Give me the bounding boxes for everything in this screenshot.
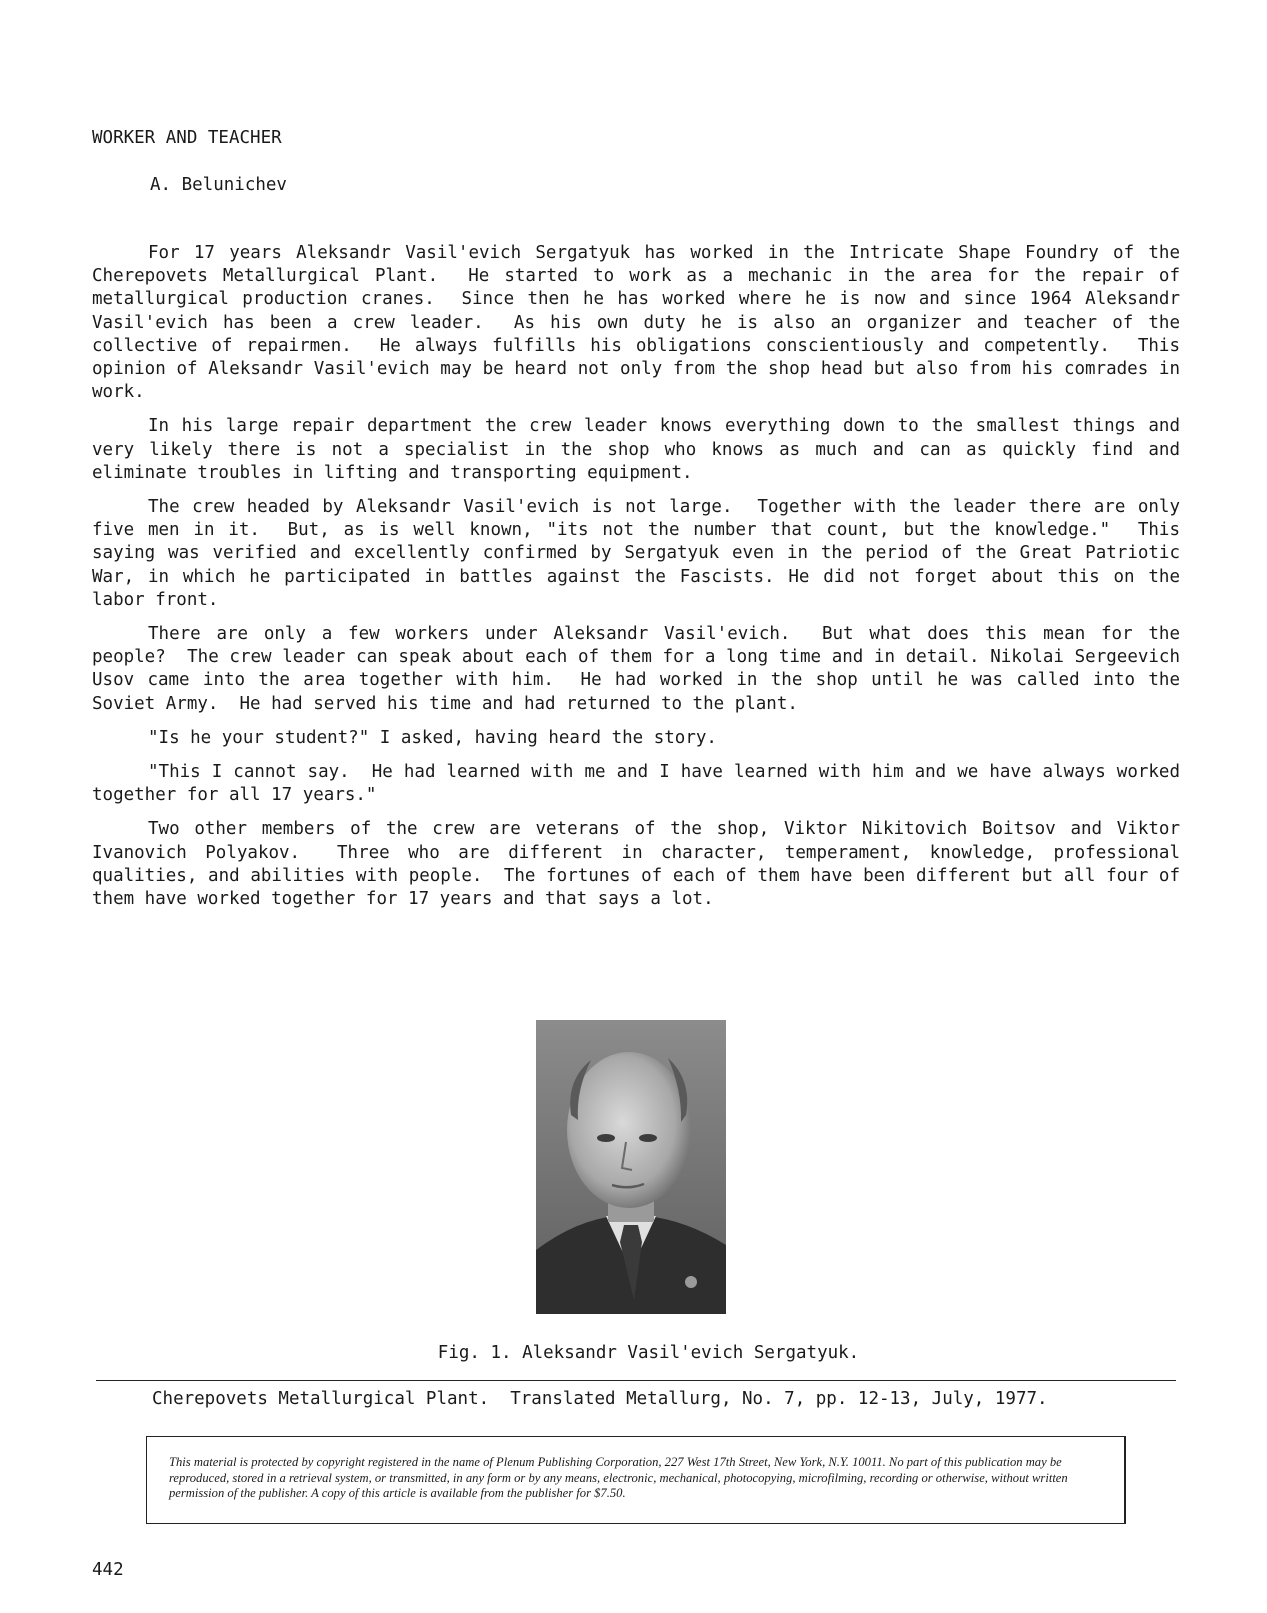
article-title: WORKER AND TEACHER [92, 128, 282, 148]
paragraph: There are only a few workers under Aleksandr Vasil'evich. But what does this mean for the people? The crew leader can speak about each of them for a long time and in detail. Nikolai Sergeevich Usov came into the area together with him. He had worked in the shop until he was called into the Soviet Army. He had served his time and had returned to the plant. [92, 624, 1191, 714]
paragraph: In his large repair department the crew leader knows everything down to the smallest things and very likely there is not a specialist in the shop who knows as much and can as quickly find and eliminate troubles in lifting and transporting equipment. [92, 416, 1191, 483]
paragraph: "Is he your student?" I asked, having heard the story. [148, 727, 717, 748]
page-number: 442 [92, 1560, 124, 1580]
paragraph: For 17 years Aleksandr Vasil'evich Sergatyuk has worked in the Intricate Shape Foundry of the Cherepovets Metallurgical Plant. He started to work as a mechanic in the area for the repair of metallurgical production cranes. Since then he has worked where he is now and since 1964 Aleksandr Vasil'evich has been a crew leader. As his own duty he is also an organizer and teacher of the collective of repairmen. He always fulfills his obligations conscientiously and competently. This opinion of Aleksandr Vasil'evich may be heard not only from the shop head but also from his comrades in work. [92, 243, 1191, 403]
copyright-text: This material is protected by copyright registered in the name of Plenum Publishing Corporation, 227 West 17th Street, New York, N.Y. 10011. No part of this publication may be reproduced, stored in a retrieval system, or transmitted, in any form or by any means, electronic, mechanical, photocopying, microfilming, recording or otherwise, without written permission of the publisher. A copy of this article is available from the publisher for $7.50. [169, 1455, 1068, 1500]
footnote-divider [96, 1380, 1176, 1381]
copyright-notice [146, 1436, 1126, 1524]
figure-caption: Fig. 1. Aleksandr Vasil'evich Sergatyuk. [437, 1343, 860, 1363]
portrait-photo [536, 1020, 726, 1314]
paragraph: The crew headed by Aleksandr Vasil'evich is not large. Together with the leader there are only five men in it. But, as is well known, "its not the number that count, but the knowledge." This saying was verified and excellently confirmed by Sergatyuk even in the period of the Great Patriotic War, in which he participated in battles against the Fascists. He did not forget about this on the labor front. [92, 497, 1191, 610]
article-body [92, 242, 1191, 922]
article-author: A. Belunichev [150, 175, 287, 195]
paragraph: Two other members of the crew are veterans of the shop, Viktor Nikitovich Boitsov and Viktor Ivanovich Polyakov. Three who are different in character, temperament, knowledge, professional qualities, and abilities with people. The fortunes of each of them have been different but all four of them have worked together for 17 years and that says a lot. [92, 819, 1191, 910]
paragraph: "This I cannot say. He had learned with me and I have learned with him and we have always worked together for all 17 years." [92, 762, 1191, 806]
citation-footnote: Cherepovets Metallurgical Plant. Translated Metallurg, No. 7, pp. 12-13, July, 1977. [152, 1389, 1048, 1409]
